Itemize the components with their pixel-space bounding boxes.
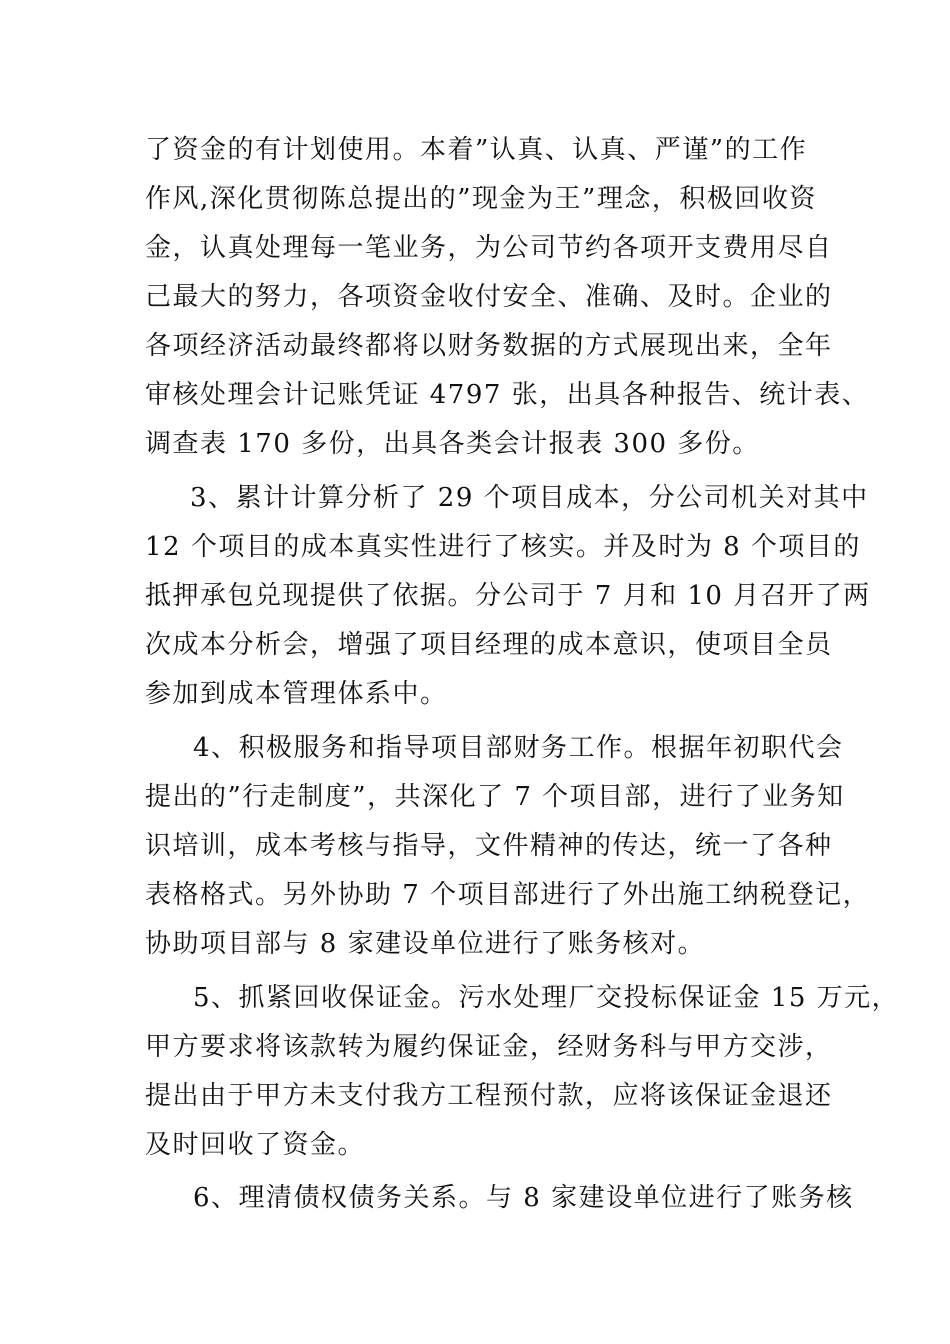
text-line: 作风,深化贯彻陈总提出的”现金为王”理念，积极回收资 [145,184,817,214]
text-line: 表格格式。另外协助 7 个项目部进行了外出施工纳税登记， [145,880,871,910]
paragraph-5-first-line: 5、抓紧回收保证金。污水处理厂交投标保证金 15 万元， [193,983,900,1013]
text-line: 协助项目部与 8 家建设单位进行了账务核对。 [145,929,706,959]
text-line: 了资金的有计划使用。本着”认真、认真、严谨”的工作 [145,135,808,165]
text-line: 12 个项目的成本真实性进行了核实。并及时为 8 个项目的 [145,532,861,562]
text-line: 金，认真处理每一笔业务，为公司节约各项开支费用尽自 [145,233,833,263]
text-line: 次成本分析会，增强了项目经理的成本意识，使项目全员 [145,630,833,660]
text-line: 各项经济活动最终都将以财务数据的方式展现出来，全年 [145,331,833,361]
paragraph-3-first-line: 3、累计计算分析了 29 个项目成本，分公司机关对其中 [190,483,869,513]
text-line: 己最大的努力，各项资金收付安全、准确、及时。企业的 [145,282,833,312]
text-line: 识培训，成本考核与指导，文件精神的传达，统一了各种 [145,831,833,861]
text-line: 调查表 170 多份，出具各类会计报表 300 多份。 [145,429,760,459]
text-line: 参加到成本管理体系中。 [145,679,448,709]
text-line: 提出的”行走制度”，共深化了 7 个项目部，进行了业务知 [145,782,845,812]
text-line: 审核处理会计记账凭证 4797 张，出具各种报告、统计表、 [145,380,870,410]
text-line: 提出由于甲方未支付我方工程预付款，应将该保证金退还 [145,1081,833,1111]
text-line: 及时回收了资金。 [145,1130,366,1160]
paragraph-6-first-line: 6、理清债权债务关系。与 8 家建设单位进行了账务核 [193,1183,854,1213]
paragraph-4-first-line: 4、积极服务和指导项目部财务工作。根据年初职代会 [193,733,844,763]
text-line: 甲方要求将该款转为履约保证金，经财务科与甲方交涉， [145,1032,833,1062]
text-line: 抵押承包兑现提供了依据。分公司于 7 月和 10 月召开了两 [145,581,871,611]
